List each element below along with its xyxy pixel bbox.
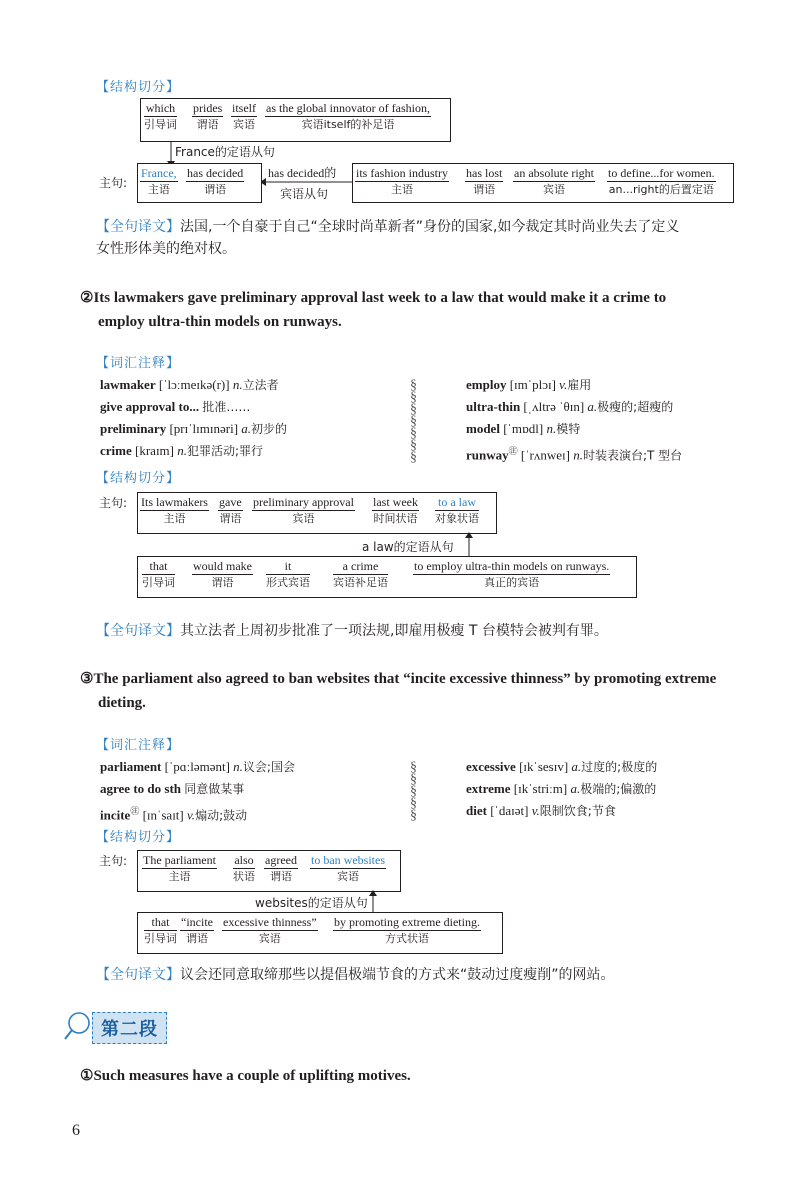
seg: it 形式宾语 [266, 559, 310, 589]
seg: gave 谓语 [219, 495, 242, 525]
seg: France, 主语 [141, 166, 177, 196]
structure-label-1: 【结构切分】 [96, 80, 181, 95]
seg: to define...for women. an...right的后置定语 [608, 166, 715, 196]
seg: “incite 谓语 [181, 915, 213, 945]
page-number: 6 [72, 1122, 80, 1139]
vocab-entry: parliament [ˈpɑːləmənt] n.议会;国会 [100, 759, 295, 774]
vocab-entry: crime [kraɪm] n.犯罪活动;罪行 [100, 443, 264, 458]
s4-sentence: ①Such measures have a couple of uplifting motives. [80, 1068, 411, 1084]
main-clause-label: 主句: [99, 176, 128, 190]
s2-vocab-left [100, 374, 400, 462]
structure-label-2: 【结构切分】 [96, 471, 181, 486]
magnifier-icon [62, 1010, 92, 1044]
vocab-label-2: 【词汇注释】 [96, 356, 181, 371]
seg: by promoting extreme dieting. 方式状语 [334, 915, 480, 945]
s3-note: websites的定语从句 [255, 896, 368, 910]
s1-note-object-zh: 宾语从句 [280, 187, 329, 201]
divider-squiggle: § § § § § [410, 760, 417, 823]
s2-translation: 【全句译文】其立法者上周初步批准了一项法规,即雇用极瘦 T 台模特会被判有罪。 [96, 623, 608, 639]
seg: a crime 宾语补足语 [333, 559, 388, 589]
vocab-entry: diet [ˈdaɪət] v.限制饮食;节食 [466, 803, 616, 818]
seg: also 状语 [233, 853, 255, 883]
s2-sub-box [137, 556, 637, 598]
s1-translation: 【全句译文】法国,一个自豪于自己“全球时尚革新者”身份的国家,如今裁定其时尚业失去了定义 女性形体美的绝对权。 [96, 219, 680, 257]
s2-sentence: ②Its lawmakers gave preliminary approval last week to a law that would make it a crime to employ ultra-thin models on runways. [80, 290, 667, 330]
vocab-entry: ultra-thin [ˌʌltrə ˈθɪn] a.极瘦的;超瘦的 [466, 399, 674, 414]
seg: would make 谓语 [193, 559, 252, 589]
vocab-label-3: 【词汇注释】 [96, 738, 181, 753]
seg: as the global innovator of fashion, 宾语itself的补足语 [266, 101, 430, 131]
s3-main-box [137, 850, 401, 892]
s1-main-box [137, 163, 262, 203]
s2-vocab-right [466, 374, 766, 466]
vocab-entry: extreme [ɪkˈstriːm] a.极端的;偏激的 [466, 781, 657, 796]
divider-squiggle: § § § § § § § [410, 378, 417, 465]
seg: that 引导词 [142, 559, 175, 589]
s3-sub-box [137, 912, 503, 954]
vocab-entry: incite㊟ [ɪnˈsaɪt] v.煽动;鼓动 [100, 806, 248, 823]
vocab-entry: preliminary [prɪˈlɪmɪnəri] a.初步的 [100, 421, 288, 436]
seg: to ban websites 宾语 [311, 853, 385, 883]
vocab-entry: runway㊟ [ˈrʌnweɪ] n.时装表演台;T 型台 [466, 446, 683, 463]
vocab-entry: agree to do sth 同意做某事 [100, 781, 245, 796]
s3-translation: 【全句译文】议会还同意取缔那些以提倡极端节食的方式来“鼓动过度瘦削”的网站。 [96, 967, 615, 983]
seg: to a law 对象状语 [435, 495, 479, 525]
seg: which 引导词 [144, 101, 177, 131]
s2-note: a law的定语从句 [362, 540, 454, 554]
seg: itself 宾语 [232, 101, 256, 131]
s3-vocab-left [100, 756, 400, 826]
s3-sentence: ③The parliament also agreed to ban websites that “incite excessive thinness” by promoting extreme dieting. [80, 671, 717, 711]
section-title: 第二段 [92, 1012, 167, 1044]
s1-note-object-en: has decided的 [268, 166, 337, 180]
s2-arrow [460, 530, 480, 558]
seg: an absolute right 宾语 [514, 166, 594, 196]
vocab-entry: employ [ɪmˈplɔɪ] v.雇用 [466, 377, 592, 392]
main-clause-label: 主句: [99, 854, 128, 868]
s1-object-clause-box [352, 163, 734, 203]
seg: The parliament 主语 [143, 853, 216, 883]
seg: to employ ultra-thin models on runways. 真正的宾语 [414, 559, 610, 589]
vocab-entry: excessive [ɪkˈsesɪv] a.过度的;极度的 [466, 759, 658, 774]
seg: last week 时间状语 [373, 495, 418, 525]
seg: its fashion industry 主语 [356, 166, 448, 196]
seg: excessive thinness” 宾语 [223, 915, 317, 945]
s1-note-attributive: France的定语从句 [175, 145, 275, 159]
seg: preliminary approval 宾语 [253, 495, 354, 525]
seg: has decided 谓语 [187, 166, 244, 196]
main-clause-label: 主句: [99, 496, 128, 510]
seg: agreed 谓语 [265, 853, 297, 883]
seg: prides 谓语 [193, 101, 223, 131]
s3-vocab-right [466, 756, 766, 822]
vocab-entry: model [ˈmɒdl] n.模特 [466, 421, 581, 436]
seg: has lost 谓语 [466, 166, 503, 196]
seg: Its lawmakers 主语 [141, 495, 208, 525]
seg: that 引导词 [144, 915, 177, 945]
vocab-entry: lawmaker [ˈlɔːmeɪkə(r)] n.立法者 [100, 377, 279, 392]
structure-label-3: 【结构切分】 [96, 830, 181, 845]
s2-main-box [137, 492, 497, 534]
vocab-entry: give approval to... 批准…… [100, 399, 251, 414]
